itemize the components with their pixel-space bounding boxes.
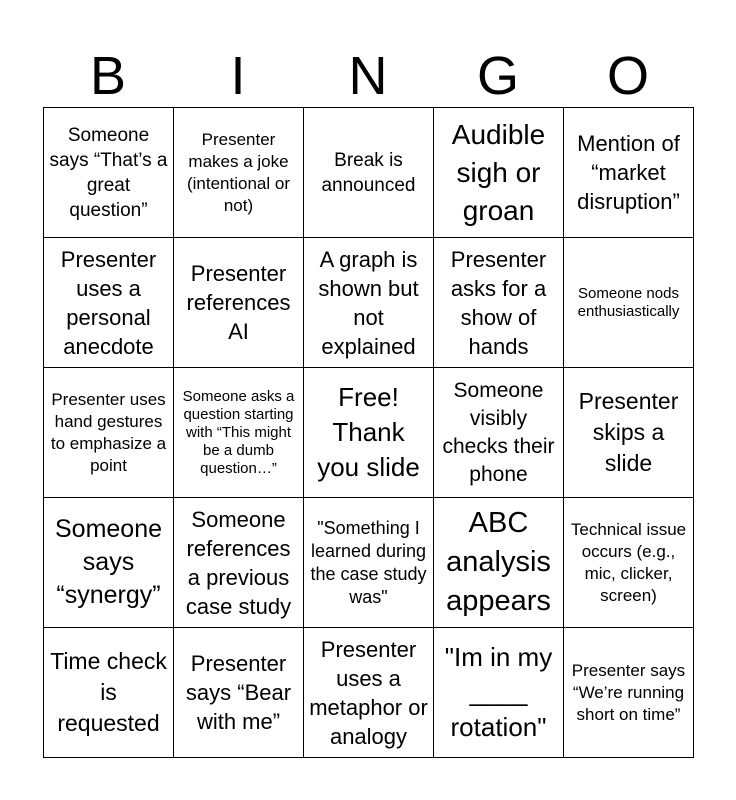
bingo-cell[interactable]: Presenter skips a slide <box>564 368 694 498</box>
bingo-row <box>44 498 694 628</box>
bingo-cell[interactable]: Break is announced <box>304 108 434 238</box>
header-letter-n: N <box>348 46 388 106</box>
bingo-cell[interactable]: Someone nods enthusiastically <box>564 238 694 368</box>
header-letter-g: G <box>476 46 519 106</box>
bingo-cell[interactable]: Technical issue occurs (e.g., mic, clicker, screen) <box>564 498 694 628</box>
bingo-cell[interactable]: Someone visibly checks their phone <box>434 368 564 498</box>
bingo-grid <box>43 107 694 758</box>
bingo-cell[interactable]: Presenter uses hand gestures to emphasize a point <box>44 368 174 498</box>
bingo-header <box>43 45 693 107</box>
bingo-cell[interactable]: Time check is requested <box>44 628 174 758</box>
bingo-row <box>44 238 694 368</box>
bingo-cell[interactable]: Presenter uses a metaphor or analogy <box>304 628 434 758</box>
bingo-cell[interactable]: Presenter makes a joke (intentional or not) <box>174 108 304 238</box>
bingo-cell[interactable]: Presenter says “Bear with me” <box>174 628 304 758</box>
header-letter-b: B <box>89 46 127 106</box>
bingo-cell[interactable]: "Something I learned during the case study was" <box>304 498 434 628</box>
bingo-cell[interactable]: Mention of “market disruption” <box>564 108 694 238</box>
bingo-cell[interactable]: Presenter asks for a show of hands <box>434 238 564 368</box>
header-letter-o: O <box>606 46 649 106</box>
free-space-cell[interactable]: Free! Thank you slide <box>304 368 434 498</box>
bingo-row <box>44 108 694 238</box>
bingo-cell[interactable]: "Im in my ____ rotation" <box>434 628 564 758</box>
bingo-cell[interactable]: Presenter says “We’re running short on time” <box>564 628 694 758</box>
bingo-cell[interactable]: Someone says “That’s a great question” <box>44 108 174 238</box>
bingo-cell[interactable]: Someone asks a question starting with “This might be a dumb question…” <box>174 368 304 498</box>
bingo-cell[interactable]: Presenter references AI <box>174 238 304 368</box>
header-letter-i: I <box>230 46 246 106</box>
bingo-cell[interactable]: Presenter uses a personal anecdote <box>44 238 174 368</box>
bingo-cell[interactable]: Someone references a previous case study <box>174 498 304 628</box>
bingo-cell[interactable]: Audible sigh or groan <box>434 108 564 238</box>
bingo-cell[interactable]: ABC analysis appears <box>434 498 564 628</box>
bingo-row <box>44 368 694 498</box>
bingo-cell[interactable]: A graph is shown but not explained <box>304 238 434 368</box>
bingo-cell[interactable]: Someone says “synergy” <box>44 498 174 628</box>
bingo-row <box>44 628 694 758</box>
